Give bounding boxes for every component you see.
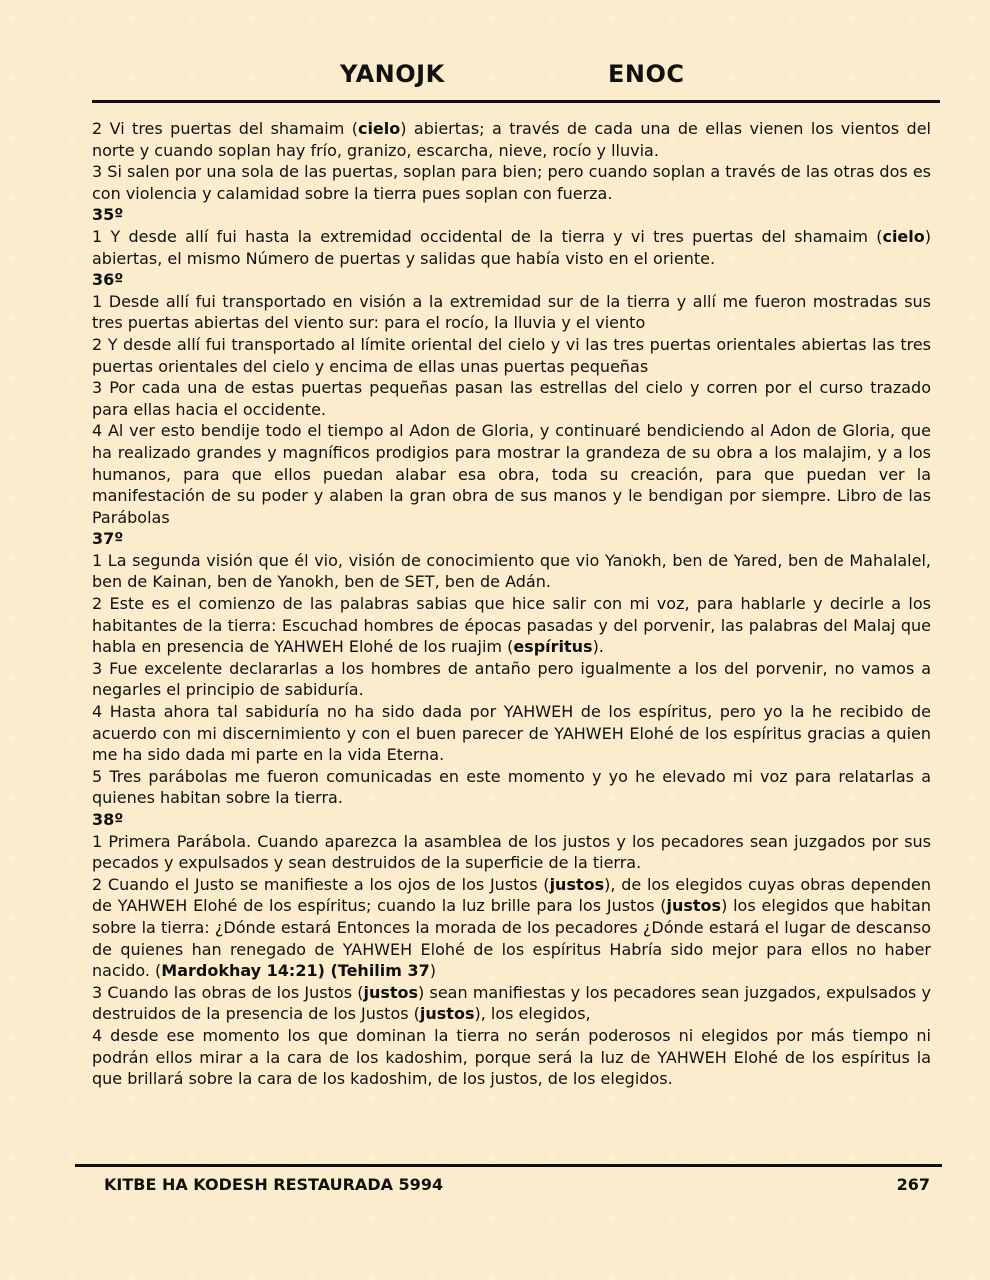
verse-paragraph [92,377,931,420]
bold-term: justos [666,896,722,916]
text-run: 4 desde ese momento los que dominan la tierra no serán poderosos ni elegidos por más tiempo ni podrán ellos mirar a la cara de los kadoshim, porque será la luz de YAHWEH Elohé de los espíritus la que brillará sobre la cara de los kadoshim, de los justos, de los elegidos. [92,1025,931,1089]
text-run: ), los elegidos, [474,1004,591,1024]
verse-paragraph [92,550,931,593]
text-run: 3 Fue excelente declararlas a los hombres de antaño pero igualmente a los del porvenir, no vamos a negarles el principio de sabiduría. [92,658,931,700]
bold-term: justos [363,982,419,1002]
text-run: 1 Y desde allí fui hasta la extremidad occidental de la tierra y vi tres puertas del shamaim ( [92,226,883,246]
verse-paragraph [92,593,931,658]
verse-paragraph [92,701,931,766]
page-number: 267 [896,1175,930,1194]
section-heading [92,204,931,226]
footer-book-title: KITBE HA KODESH RESTAURADA 5994 [104,1175,444,1194]
verse-paragraph [92,420,931,528]
header-title-hebrew: YANOJK [340,60,445,88]
bold-term: espíritus [513,637,593,657]
text-run: 4 Al ver esto bendije todo el tiempo al Adon de Gloria, y continuaré bendiciendo al Adon de Gloria, que ha realizado grandes y magníficos prodigios para mostrar la grandeza de su obra a los malajim, y a los humanos, para que ellos puedan alabar esa obra, toda su creación, para que puedan ver la manifestación de su poder y alaben la gran obra de sus manos y le bendigan por siempre. Libro de las Parábolas [92,421,931,527]
text-run: ) abiertas, el mismo Número de puertas y salidas que había visto en el oriente. [92,226,931,268]
text-run: 2 Vi tres puertas del shamaim ( [92,119,358,138]
text-run: 2 Cuando el Justo se manifieste a los ojos de los Justos ( [92,874,550,894]
text-run: 1 La segunda visión que él vio, visión de conocimiento que vio Yanokh, ben de Yared, ben de Mahalalel, ben de Kainan, ben de Yanokh, ben de SET, ben de Adán. [92,550,931,592]
text-run: 3 Cuando las obras de los Justos ( [92,982,364,1002]
text-run: ) los elegidos que habitan sobre la tierra: ¿Dónde estará Entonces la morada de los pecadores ¿Dónde estará el lugar de descanso de quienes han renegado de YAHWEH Elohé de los espíritus Habría sido mejor para ellos no haber nacido. ( [92,896,932,981]
bold-term: Mardokhay 14:21) (Tehilim 37 [161,961,430,981]
section-heading [92,809,931,831]
text-run: 35º [92,205,124,225]
text-run: ) sean manifiestas y los pecadores sean juzgados, expulsados y destruidos de la presencia de los Justos ( [92,982,932,1024]
verse-paragraph [92,291,931,334]
text-run: 37º [92,529,124,549]
text-run: 2 Y desde allí fui transportado al límite oriental del cielo y vi las tres puertas orientales abiertas las tres puertas orientales del cielo y encima de ellas unas puertas pequeñas [92,334,931,376]
text-run: 1 Desde allí fui transportado en visión a la extremidad sur de la tierra y allí me fueron mostradas sus tres puertas abiertas del viento sur: para el rocío, la lluvia y el viento [92,291,931,333]
verse-paragraph [92,831,931,874]
text-run: 1 Primera Parábola. Cuando aparezca la asamblea de los justos y los pecadores sean juzgados por sus pecados y expulsados y sean destruidos de la superficie de la tierra. [92,831,931,873]
verse-paragraph [92,874,931,982]
verse-paragraph [92,982,931,1025]
text-run: 3 Por cada una de estas puertas pequeñas pasan las estrellas del cielo y corren por el curso trazado para ellas hacia el occidente. [92,378,931,419]
text-run: 2 Este es el comienzo de las palabras sabias que hice salir con mi voz, para hablarle y decirle a los habitantes de la tierra: Escuchad hombres de épocas pasadas y del porvenir, las palabras del Malaj que habla en presencia de YAHWEH Elohé de los ruajim ( [92,594,931,657]
bold-term: justos [549,874,605,894]
verse-paragraph [92,226,931,269]
verse-paragraph [92,118,931,161]
text-run: 38º [92,810,124,829]
bold-term: cielo [357,119,401,138]
text-run: 36º [92,270,124,290]
text-run: ), de los elegidos cuyas obras dependen de YAHWEH Elohé de los espíritus; cuando la luz brille para los Justos ( [92,874,932,916]
page-footer [75,1164,942,1194]
header-title-spanish: ENOC [608,60,685,88]
verse-paragraph [92,1025,931,1090]
text-run: ). [592,637,604,657]
verse-paragraph [92,766,931,809]
verse-paragraph [92,658,931,701]
text-run: ) [429,961,437,981]
verse-paragraph [92,334,931,377]
text-run: 5 Tres parábolas me fueron comunicadas en este momento y yo he elevado mi voz para relatarlas a quienes habitan sobre la tierra. [92,766,931,808]
text-run: 4 Hasta ahora tal sabiduría no ha sido dada por YAHWEH de los espíritus, pero yo la he recibido de acuerdo con mi discernimiento y con el buen parecer de YAHWEH Elohé de los espíritus gracias a quien me ha sido dada mi parte en la vida Eterna. [92,702,931,765]
text-run: ) abiertas; a través de cada una de ellas vienen los vientos del norte y cuando soplan hay frío, granizo, escarcha, nieve, rocío y lluvia. [92,119,932,160]
section-heading [92,528,931,550]
verse-paragraph [92,161,931,204]
page-header [92,58,940,103]
document-body [92,118,931,1090]
section-heading [92,269,931,291]
bold-term: justos [419,1004,475,1024]
bold-term: cielo [882,226,925,246]
text-run: 3 Si salen por una sola de las puertas, soplan para bien; pero cuando soplan a través de las otras dos es con violencia y calamidad sobre la tierra pues soplan con fuerza. [92,162,931,203]
